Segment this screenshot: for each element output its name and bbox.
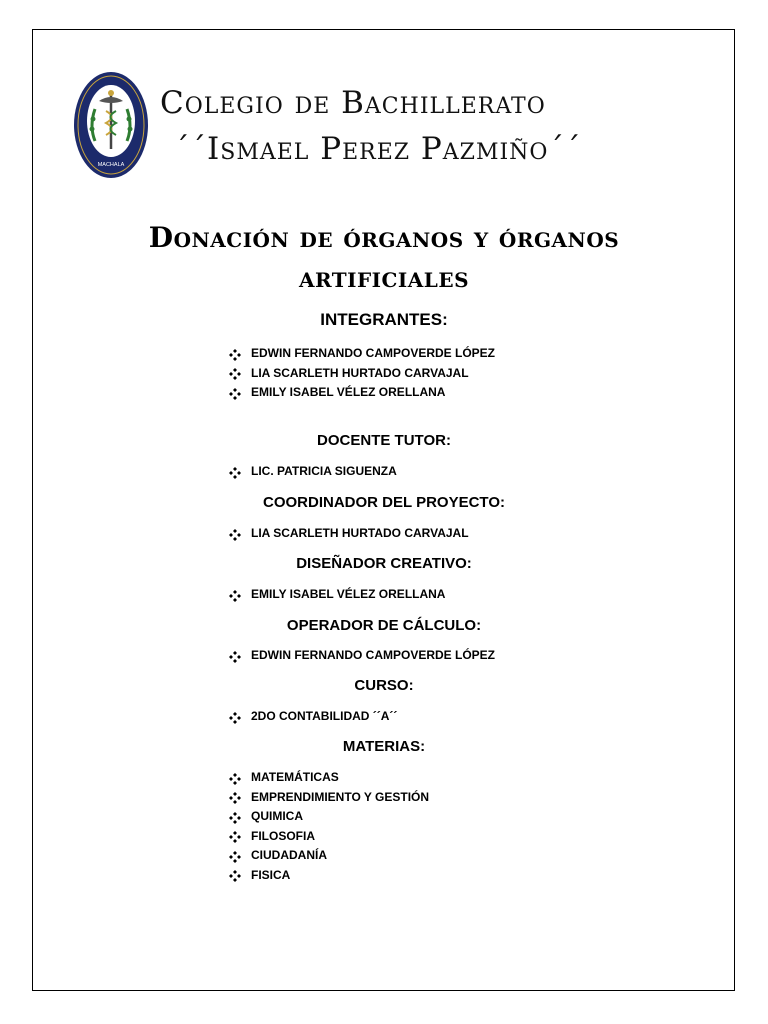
- diamond-bullet-icon: [229, 711, 241, 723]
- school-name: [160, 84, 680, 168]
- diamond-bullet-icon: [229, 869, 241, 881]
- title-line2: artificiales: [298, 261, 470, 294]
- diamond-bullet-icon: [229, 850, 241, 862]
- bullet-list: [229, 585, 445, 605]
- bullet-list: [229, 707, 397, 727]
- logo-city: MACHALA: [97, 162, 125, 168]
- diamond-bullet-icon: [229, 367, 241, 379]
- diamond-bullet-icon: [229, 791, 241, 803]
- list-item: FISICA: [229, 866, 429, 886]
- school-name-line2: ´´Ismael Perez Pazmiño´´: [174, 131, 582, 167]
- school-logo: [73, 71, 149, 179]
- section-heading: MATERIAS:: [342, 738, 426, 755]
- list-item: LIA SCARLETH HURTADO CARVAJAL: [229, 524, 469, 544]
- document-title: [60, 218, 708, 298]
- diamond-bullet-icon: [229, 811, 241, 823]
- bullet-list: [229, 462, 397, 482]
- list-item: FILOSOFIA: [229, 827, 429, 847]
- list-item: EMILY ISABEL VÉLEZ ORELLANA: [229, 585, 445, 605]
- diamond-bullet-icon: [229, 387, 241, 399]
- section-heading: OPERADOR DE CÁLCULO:: [286, 617, 482, 634]
- diamond-bullet-icon: [229, 650, 241, 662]
- bullet-list: [229, 524, 469, 544]
- list-item: LIC. PATRICIA SIGUENZA: [229, 462, 397, 482]
- diamond-bullet-icon: [229, 830, 241, 842]
- list-item: QUIMICA: [229, 807, 429, 827]
- section-heading: DOCENTE TUTOR:: [317, 432, 451, 449]
- section-heading: COORDINADOR DEL PROYECTO:: [263, 494, 505, 511]
- diamond-bullet-icon: [229, 772, 241, 784]
- bullet-list: [229, 344, 495, 403]
- list-item: 2DO CONTABILIDAD ´´A´´: [229, 707, 397, 727]
- section-heading: INTEGRANTES:: [320, 310, 448, 329]
- list-item: CIUDADANÍA: [229, 846, 429, 866]
- diamond-bullet-icon: [229, 589, 241, 601]
- list-item: LIA SCARLETH HURTADO CARVAJAL: [229, 364, 495, 384]
- diamond-bullet-icon: [229, 466, 241, 478]
- list-item: EMILY ISABEL VÉLEZ ORELLANA: [229, 383, 495, 403]
- list-item: MATEMÁTICAS: [229, 768, 429, 788]
- diamond-bullet-icon: [229, 528, 241, 540]
- bullet-list: [229, 646, 495, 666]
- bullet-list: [229, 768, 429, 885]
- diamond-bullet-icon: [229, 348, 241, 360]
- section-heading: CURSO:: [354, 677, 414, 694]
- list-item: EMPRENDIMIENTO Y GESTIÓN: [229, 788, 429, 808]
- section-heading: DISEÑADOR CREATIVO:: [296, 555, 472, 572]
- list-item: EDWIN FERNANDO CAMPOVERDE LÓPEZ: [229, 646, 495, 666]
- title-line1: Donación de órganos y órganos: [148, 221, 620, 254]
- list-item: EDWIN FERNANDO CAMPOVERDE LÓPEZ: [229, 344, 495, 364]
- school-name-line1: Colegio de Bachillerato: [160, 85, 546, 121]
